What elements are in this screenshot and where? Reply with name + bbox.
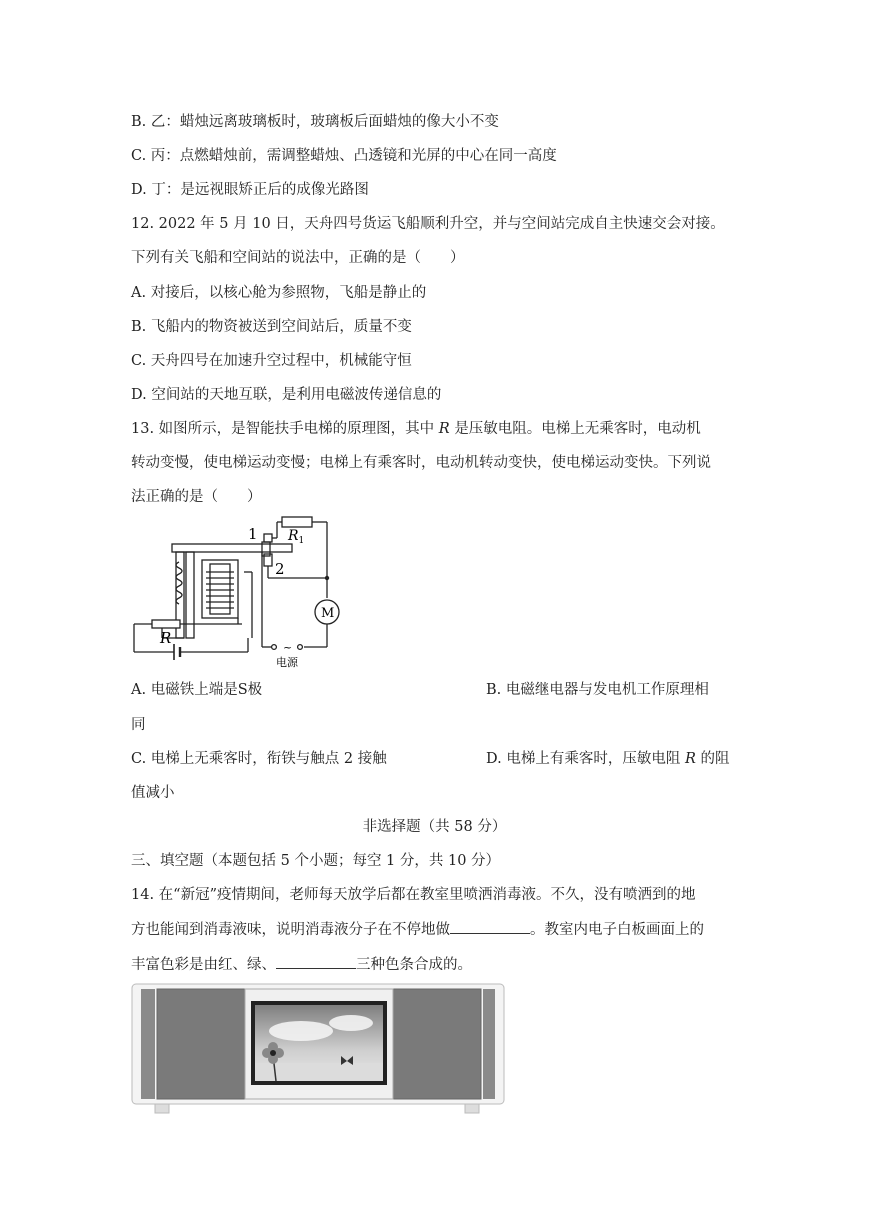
q13-option-b-line2: 同 <box>131 717 146 733</box>
label-tilde: ~ <box>283 641 293 654</box>
q14-stem-text-c: 丰富色彩是由红、绿、 <box>131 957 276 973</box>
label-power-source: 电源 <box>276 656 298 669</box>
q13-option-b-line1: B. 电磁继电器与发电机工作原理相 <box>486 682 709 698</box>
resistor-r <box>152 620 180 628</box>
answer-blank-1[interactable] <box>450 919 530 934</box>
q13-stem-text-a: 13. 如图所示，是智能扶手电梯的原理图，其中 <box>131 421 435 437</box>
q13-option-d-line2: 值减小 <box>131 785 175 801</box>
q12-option-a: A. 对接后，以核心舱为参照物，飞船是静止的 <box>131 285 427 301</box>
armature-bar <box>172 544 292 552</box>
q11-option-d: D. 丁：是远视眼矫正后的成像光路图 <box>131 182 369 198</box>
q14-stem-text-d: 三种色条合成的。 <box>356 957 472 973</box>
electromagnet-core <box>202 560 238 618</box>
section-heading: 非选择题（共 58 分） <box>362 819 507 835</box>
q13-option-d-text-a: D. 电梯上有乘客时，压敏电阻 <box>486 751 681 767</box>
q12-stem-line2: 下列有关飞船和空间站的说法中，正确的是（ ） <box>131 250 465 266</box>
q13-option-c: C. 电梯上无乘客时，衔铁与触点 2 接触 <box>131 751 387 767</box>
q13-stem-var-r: R <box>438 421 450 437</box>
label-motor: M <box>321 606 335 621</box>
q12-option-b: B. 飞船内的物资被送到空间站后，质量不变 <box>131 319 412 335</box>
electronic-whiteboard-image <box>131 983 505 1117</box>
label-contact-1: 1 <box>248 525 258 543</box>
q13-option-d-text-b: 的阻 <box>700 751 730 767</box>
contact-1 <box>264 534 272 542</box>
q14-stem-line2 <box>131 919 704 940</box>
answer-blank-2[interactable] <box>276 954 356 969</box>
spring-icon <box>176 562 182 604</box>
q14-stem-line3 <box>131 954 472 975</box>
label-r1: $R_1$ <box>288 528 305 546</box>
resistor-r1 <box>282 517 312 527</box>
q13-option-d-var-r: R <box>684 751 696 767</box>
label-contact-2: 2 <box>275 560 285 578</box>
q13-option-a: A. 电磁铁上端是S极 <box>131 682 263 698</box>
q14-stem-text-b: 。教室内电子白板画面上的 <box>530 922 704 938</box>
q12-option-d: D. 空间站的天地互联，是利用电磁波传递信息的 <box>131 387 442 403</box>
label-r: R <box>160 629 172 647</box>
coil-icon <box>206 572 234 608</box>
q13-stem-text-b: 是压敏电阻。电梯上无乘客时，电动机 <box>454 421 701 437</box>
stand-post-inner <box>186 552 194 638</box>
elevator-circuit-diagram <box>122 512 352 674</box>
q13-stem-line3: 法正确的是（ ） <box>131 489 262 505</box>
junction-dot <box>325 576 329 580</box>
q14-stem-text-a: 方也能闻到消毒液味，说明消毒液分子在不停地做 <box>131 922 450 938</box>
q12-option-c: C. 天舟四号在加速升空过程中，机械能守恒 <box>131 353 412 369</box>
q12-stem-line1: 12. 2022 年 5 月 10 日，天舟四号货运飞船顺利升空，并与空间站完成自主快速交会对接。 <box>131 216 725 232</box>
q14-stem-line1: 14. 在“新冠”疫情期间，老师每天放学后都在教室里喷洒消毒液。不久，没有喷洒到的地 <box>131 887 696 903</box>
part3-heading: 三、填空题（本题包括 5 个小题；每空 1 分，共 10 分） <box>131 853 501 869</box>
q13-stem-line1 <box>131 419 701 439</box>
q13-option-d-line1 <box>486 749 729 769</box>
q11-option-c: C. 丙：点燃蜡烛前，需调整蜡烛、凸透镜和光屏的中心在同一高度 <box>131 148 557 164</box>
q13-stem-line2: 转动变慢，使电梯运动变慢；电梯上有乘客时，电动机转动变快，使电梯运动变快。下列说 <box>131 455 711 471</box>
q11-option-b: B. 乙：蜡烛远离玻璃板时，玻璃板后面蜡烛的像大小不变 <box>131 114 499 130</box>
